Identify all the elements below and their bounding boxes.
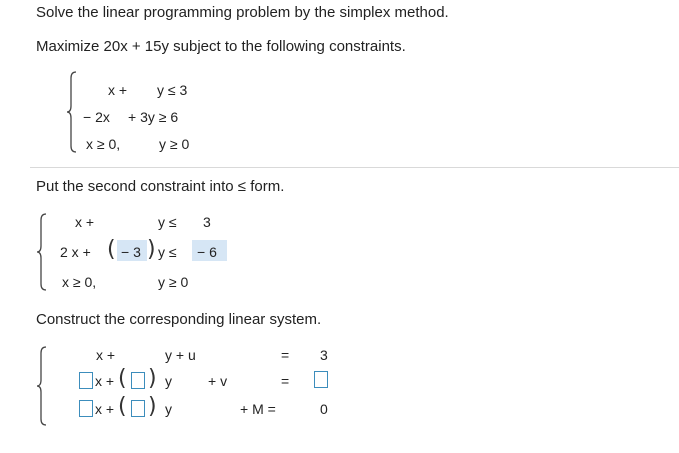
step2-r3-m: + M = <box>240 401 276 417</box>
r3-x-coef-input[interactable] <box>79 400 93 417</box>
step1-r2-y: y ≤ <box>158 244 177 260</box>
step2-prompt: Construct the corresponding linear system. <box>36 311 322 328</box>
objective-text: Maximize 20x + 15y subject to the following constraints. <box>36 38 406 55</box>
constraint-1-y: y ≤ 3 <box>157 82 188 98</box>
step1-r2-x: 2 x + <box>60 244 91 260</box>
step2-r3-rhs: 0 <box>320 401 328 417</box>
question-text: Solve the linear programming problem by the simplex method. <box>36 4 449 21</box>
step2-r3-y: y <box>165 401 172 417</box>
nonneg-y: y ≥ 0 <box>159 136 190 152</box>
step1-r2-rhs[interactable]: − 6 <box>197 244 217 260</box>
step1-r3-x: x ≥ 0, <box>62 274 97 290</box>
step2-r2-v: + v <box>208 373 228 389</box>
open-paren: ( <box>107 237 116 262</box>
r2-open-paren: ( <box>118 366 127 391</box>
step2-r2-y: y <box>165 373 172 389</box>
r3-close-paren: ) <box>148 394 157 419</box>
step1-r1-x: x + <box>75 214 95 230</box>
step1-r1-y: y ≤ <box>158 214 177 230</box>
step2-r1-yu: y + u <box>165 347 196 363</box>
r2-x-coef-input[interactable] <box>79 372 93 389</box>
system-brace <box>66 70 80 154</box>
constraint-1-x: x + <box>108 82 128 98</box>
step1-r3-y: y ≥ 0 <box>158 274 189 290</box>
step1-prompt: Put the second constraint into ≤ form. <box>36 178 285 195</box>
constraint-2-x: − 2x <box>83 109 110 125</box>
r3-open-paren: ( <box>118 394 127 419</box>
step2-r1-rhs: 3 <box>320 347 328 363</box>
step2-r1-eq: = <box>281 347 290 363</box>
step1-r1-rhs: 3 <box>203 214 211 230</box>
step2-r1-x: x + <box>96 347 116 363</box>
r2-rhs-input[interactable] <box>314 371 328 388</box>
step2-brace <box>36 345 50 427</box>
r2-close-paren: ) <box>148 366 157 391</box>
r3-y-coef-input[interactable] <box>131 400 145 417</box>
step1-r2-coef[interactable]: − 3 <box>121 244 141 260</box>
section-divider <box>30 167 679 168</box>
constraint-2-y: + 3y ≥ 6 <box>128 109 179 125</box>
r2-y-coef-input[interactable] <box>131 372 145 389</box>
step2-r3-xplus: x + <box>95 401 115 417</box>
step1-brace <box>36 212 50 292</box>
nonneg-x: x ≥ 0, <box>86 136 121 152</box>
close-paren: ) <box>147 237 156 262</box>
step2-r2-xplus: x + <box>95 373 115 389</box>
step2-r2-eq: = <box>281 373 290 389</box>
